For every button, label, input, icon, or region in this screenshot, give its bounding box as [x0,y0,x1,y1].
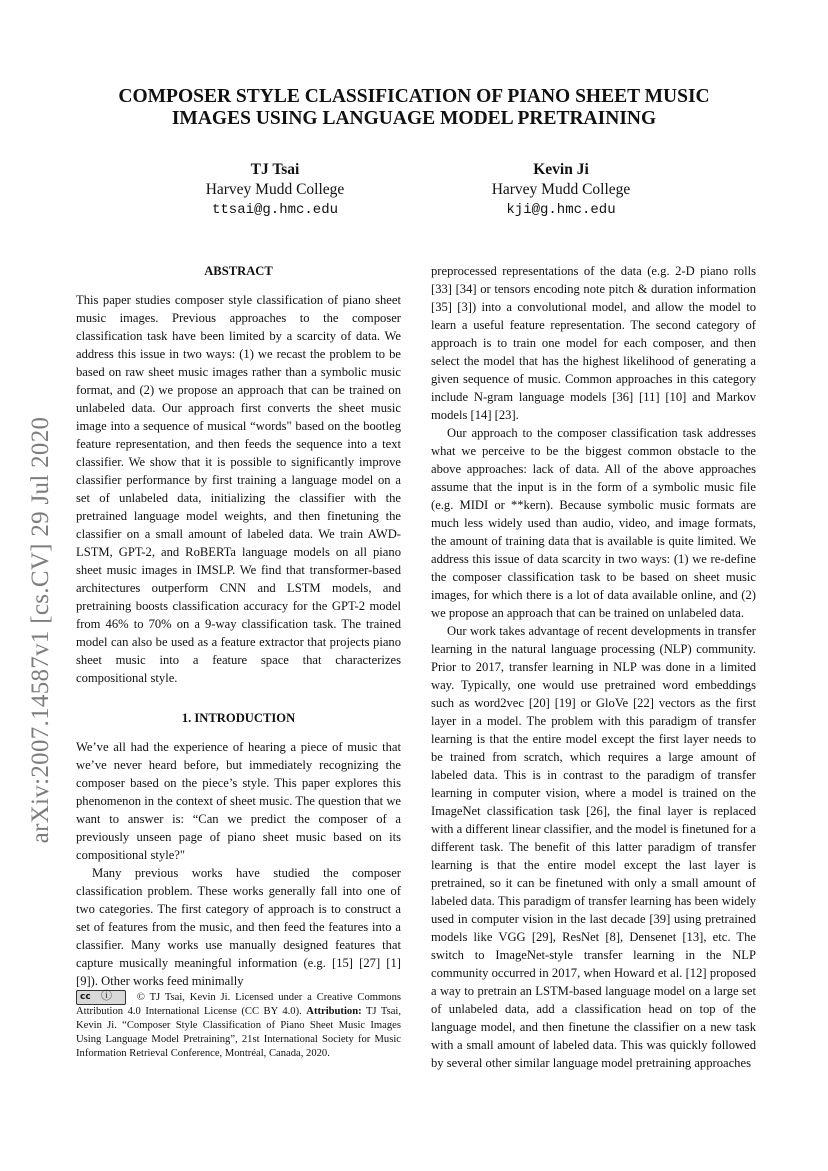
author-affiliation: Harvey Mudd College [491,181,631,198]
title-line-2: IMAGES USING LANGUAGE MODEL PRETRAINING [171,108,657,129]
author-email[interactable]: kji@g.hmc.edu [506,202,616,218]
cc-by-icon [76,990,126,1005]
author-block-1 [170,160,380,220]
right-paragraph-1: preprocessed representations of the data (e.g. 2-D piano rolls [33] [34] or tensors encoding note pitch & duration information [35] [3]) into a convolutional model, and allow the model to learn a useful feature representation. The second category of approach is to train one model for each composer, and then select the model that has the highest likelihood of generating a given sequence of music. Common approaches in this category include N-gram language models [36] [11] [10] and Markov models [14] [23]. [431,264,756,422]
left-column [76,262,401,990]
author-email[interactable]: ttsai@g.hmc.edu [211,202,339,218]
paper-title [60,86,768,130]
right-paragraph-2: Our approach to the composer classification task addresses what we perceive to be the biggest common obstacle to the above approaches: lack of data. All of the above approaches assume that the input is in the form of a symbolic music file (e.g. MIDI or **kern). Because symbolic music formats are much less widely used than audio, video, and image formats, the amount of training data that is available is quite limited. We address this issue of data scarcity in two ways: (1) we re-define the composer classification task to be based on sheet music images, for which there is a lot of data available online, and (2) we propose an approach that can be trained on unlabeled data. [431,426,756,620]
title-line-1: COMPOSER STYLE CLASSIFICATION OF PIANO SHEET MUSIC [118,86,710,107]
license-footnote [76,990,401,1061]
arxiv-stamp [18,370,64,890]
author-affiliation: Harvey Mudd College [205,181,345,198]
introduction-heading: 1. INTRODUCTION [181,711,296,725]
abstract-heading: ABSTRACT [204,264,273,278]
attribution-text: TJ Tsai, Kevin Ji. “Composer Style Classification of Piano Sheet Music Images Using Language Model Pretraining”, 21st International Society for Music Information Retrieval Conference, Montréal, Canada, 2020. [76,1006,401,1059]
license-text: © TJ Tsai, Kevin Ji. Licensed under a Creative Commons Attribution 4.0 International License (CC BY 4.0). [76,991,401,1017]
author-block-2 [456,160,666,220]
abstract-text: This paper studies composer style classification of piano sheet music images. Previous approaches to the composer classification task have been limited by a scarcity of data. We address this issue in two ways: (1) we recast the problem to be based on raw sheet music images rather than a symbolic music format, and (2) we propose an approach that can be trained on unlabeled data. Our approach first converts the sheet music image into a sequence of musical “words" based on the bootleg feature representation, and then feeds the sequence into a text classifier. We show that it is possible to significantly improve classifier performance by first training a language model on a set of unlabeled data, initializing the classifier with the pretrained language model weights, and then finetuning the classifier on a small amount of labeled data. We train AWD-LSTM, GPT-2, and RoBERTa language models on all piano sheet music images in IMSLP. We find that transformer-based architectures outperform CNN and LSTM models, and pretraining boosts classification accuracy for the GPT-2 model from 46% to 70% on a 9-way classification task. The trained model can also be used as a feature extractor that projects piano sheet music into a feature space that characterizes compositional style. [76,293,401,685]
attribution-label: Attribution: [306,1006,362,1017]
author-name: Kevin Ji [533,161,589,178]
right-paragraph-3: Our work takes advantage of recent developments in transfer learning in the natural language processing (NLP) community. Prior to 2017, transfer learning in NLP was done in a limited way. Typically, one would use pretrained word embeddings such as word2vec [20] [19] or GloVe [22] vectors as the first layer in a model. The problem with this paradigm of transfer learning is that the entire model except the first layer needs to be trained from scratch, which requires a large amount of labeled data. This is in contrast to the paradigm of transfer learning in computer vision, where a model is trained on the ImageNet classification task [26], the final layer is replaced with a different linear classifier, and the model is finetuned for a different task. The benefit of this latter paradigm of transfer learning is that the entire model except the last layer is pretrained, so it can be finetuned with only a small amount of labeled data. This paradigm of transfer learning has been widely used in computer vision in the last decade [39] using pretrained models like VGG [29], ResNet [8], Densenet [13], etc. The switch to ImageNet-style transfer learning in the NLP community occurred in 2017, when Howard et al. [12] proposed a way to pretrain an LSTM-based language model on a large set of unlabeled data, add a classification head on top of the language model, and then finetune the classifier on a new task with a small amount of labeled data. This was quickly followed by several other similar language model pretraining approaches [431,624,756,1070]
arxiv-stamp-text: arXiv:2007.14587v1 [cs.CV] 29 Jul 2020 [27,416,54,844]
intro-paragraph-1: We’ve all had the experience of hearing a piece of music that we’ve never heard before, but immediately recognizing the composer based on the piece’s style. This paper explores this phenomenon in the context of sheet music. The question that we want to answer is: “Can we predict the composer of a previously unseen page of piano sheet music based on its compositional style?" [76,740,401,862]
right-column [431,262,756,1072]
intro-paragraph-2: Many previous works have studied the composer classification problem. These works generally fall into one of two categories. The first category of approach is to construct a set of features from the music, and then feed the features into a classifier. Many works use manually designed features that capture musically meaningful information (e.g. [15] [27] [1] [9]). Other works feed minimally [76,866,401,988]
author-name: TJ Tsai [250,161,300,178]
